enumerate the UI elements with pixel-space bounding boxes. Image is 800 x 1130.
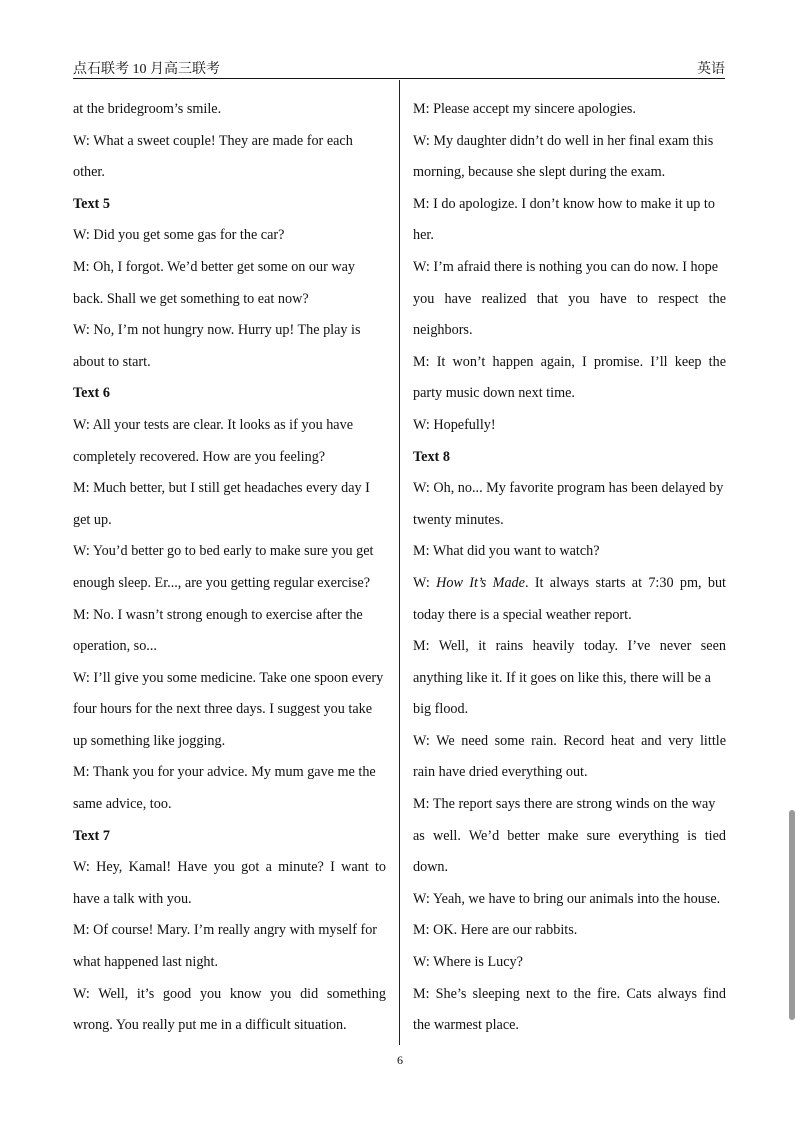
section-heading: Text 5 — [73, 195, 110, 212]
text-line: completely recovered. How are you feeling? — [73, 448, 326, 465]
section-heading: Text 7 — [73, 827, 110, 844]
column-divider — [399, 80, 400, 1045]
header-exam-title: 点石联考 10 月高三联考 — [73, 62, 220, 77]
text-line: party music down next time. — [413, 385, 575, 402]
text-line: morning, because she slept during the exam. — [413, 164, 666, 181]
section-heading: Text 8 — [413, 448, 450, 465]
text-line: W: Hey, Kamal! Have you got a minute? I want to — [73, 859, 386, 876]
text-line: today there is a special weather report. — [413, 606, 632, 623]
text-line: about to start. — [73, 353, 151, 370]
text-line: neighbors. — [413, 322, 473, 339]
text-line: as well. We’d better make sure everything is tied — [413, 827, 726, 844]
text-line: W: Where is Lucy? — [413, 954, 523, 971]
text-line: have a talk with you. — [73, 890, 192, 907]
text-line: enough sleep. Er..., are you getting regular exercise? — [73, 574, 371, 591]
text-line: M: Much better, but I still get headaches every day I — [73, 480, 370, 497]
text-line: M: What did you want to watch? — [413, 543, 600, 560]
text-line: W: You’d better go to bed early to make sure you get — [73, 543, 374, 560]
text-line: W: My daughter didn’t do well in her final exam this — [413, 132, 714, 149]
text-line: other. — [73, 164, 105, 181]
text-line: W: All your tests are clear. It looks as if you have — [73, 416, 353, 433]
text-line: wrong. You really put me in a difficult situation. — [73, 1017, 347, 1034]
text-line: the warmest place. — [413, 1017, 519, 1034]
program-title: How It’s Made — [436, 574, 525, 591]
page-number: 6 — [397, 1053, 403, 1067]
text-line: W: Did you get some gas for the car? — [73, 227, 285, 244]
text-line: M: She’s sleeping next to the fire. Cats always find — [413, 985, 726, 1002]
text-line: down. — [413, 859, 449, 876]
text-line: M: I do apologize. I don’t know how to make it up to — [413, 195, 715, 212]
text-line: her. — [413, 227, 434, 244]
text-line: W: Well, it’s good you know you did something — [73, 985, 386, 1002]
text-line: anything like it. If it goes on like this, there will be a — [413, 669, 711, 686]
text-line: W: We need some rain. Record heat and very little — [413, 732, 726, 749]
text-line: M: Oh, I forgot. We’d better get some on our way — [73, 258, 356, 275]
text-line: at the bridegroom’s smile. — [73, 101, 222, 117]
text-line: M: Well, it rains heavily today. I’ve never seen — [413, 638, 726, 655]
text-line: you have realized that you have to respect the — [413, 290, 726, 307]
text-line: twenty minutes. — [413, 511, 504, 528]
text-line: W: How It’s Made. It always starts at 7:30 pm, but — [413, 574, 726, 591]
text-line: back. Shall we get something to eat now? — [73, 290, 309, 307]
page-header — [73, 58, 725, 79]
scrollbar-thumb[interactable] — [789, 810, 795, 1020]
text-line: M: Please accept my sincere apologies. — [413, 101, 636, 117]
header-subject: 英语 — [697, 62, 725, 77]
text-line: what happened last night. — [73, 954, 218, 971]
text-line: get up. — [73, 511, 112, 528]
text-line: M: Of course! Mary. I’m really angry with myself for — [73, 922, 378, 939]
text-line: W: Oh, no... My favorite program has been delayed by — [413, 480, 724, 497]
text-line: four hours for the next three days. I suggest you take — [73, 701, 373, 718]
text-line: up something like jogging. — [73, 732, 226, 749]
text-line: M: No. I wasn’t strong enough to exercise after the — [73, 606, 363, 623]
text-line: same advice, too. — [73, 796, 172, 813]
text-line: rain have dried everything out. — [413, 764, 588, 781]
text-line: M: The report says there are strong winds on the way — [413, 796, 716, 813]
text-line: M: OK. Here are our rabbits. — [413, 922, 578, 939]
text-line: W: No, I’m not hungry now. Hurry up! The play is — [73, 322, 361, 339]
text-line: big flood. — [413, 701, 469, 718]
text-line: M: Thank you for your advice. My mum gave me the — [73, 764, 376, 781]
text-line: M: It won’t happen again, I promise. I’ll keep the — [413, 353, 726, 370]
text-line: W: Yeah, we have to bring our animals into the house. — [413, 890, 721, 907]
section-heading: Text 6 — [73, 385, 110, 402]
text-line: W: What a sweet couple! They are made for each — [73, 132, 353, 149]
text-line: W: I’m afraid there is nothing you can do now. I hope — [413, 258, 719, 275]
right-column — [413, 94, 726, 1042]
text-line: W: I’ll give you some medicine. Take one spoon every — [73, 669, 384, 686]
text-line: operation, so... — [73, 638, 157, 655]
left-column — [73, 94, 386, 1042]
text-line: W: Hopefully! — [413, 416, 496, 433]
